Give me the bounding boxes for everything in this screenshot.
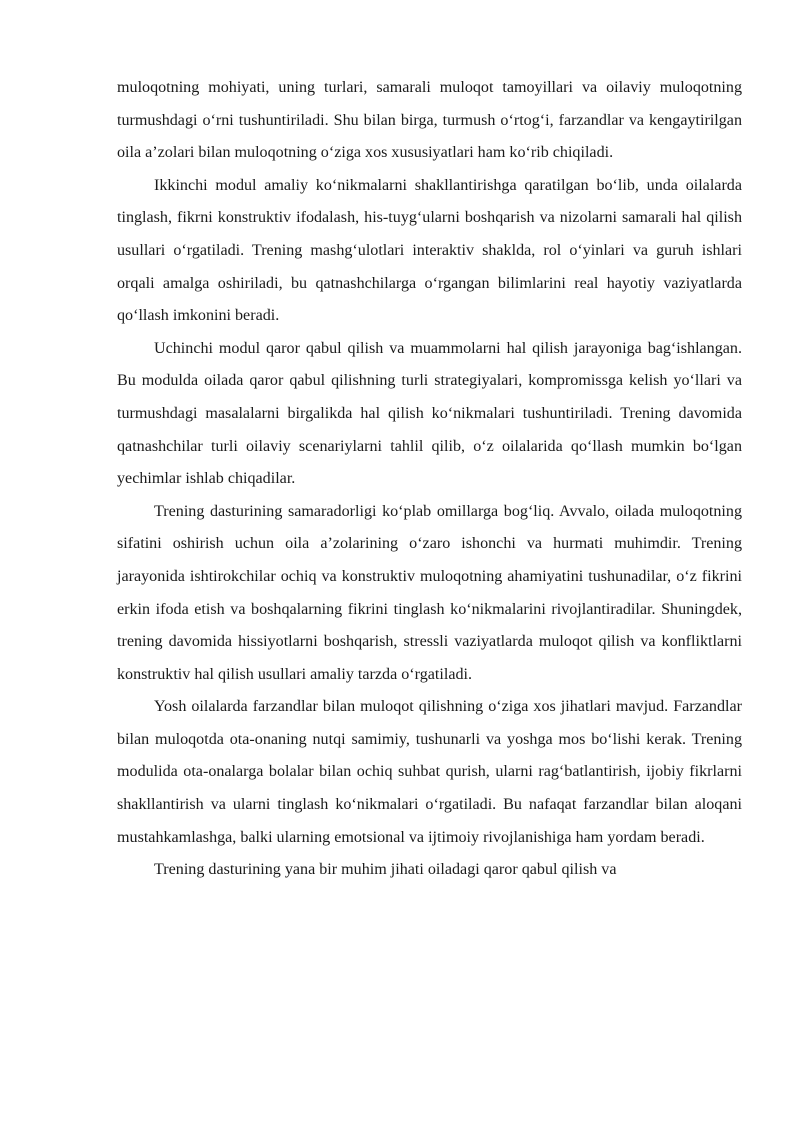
body-text [117, 72, 742, 887]
paragraph-continued: muloqotning mohiyati, uning turlari, samarali muloqot tamoyillari va oilaviy muloqotning turmushdagi o‘rni tushuntiriladi. Shu bilan birga, turmush o‘rtog‘i, farzandlar va kengaytirilgan oila a’zolari bilan muloqotning o‘ziga xos xususiyatlari ham ko‘rib chiqiladi. [117, 79, 742, 162]
paragraph-effectiveness: Trening dasturining samaradorligi ko‘plab omillarga bog‘liq. Avvalo, oilada muloqotning sifatini oshirish uchun oila a’zolarining o‘zaro ishonchi va hurmati muhimdir. Trening jarayonida ishtirokchilar ochiq va konstruktiv muloqotning ahamiyatini tushunadilar, o‘z fikrini erkin ifoda etish va boshqalarning fikrini tinglash ko‘nikmalarini rivojlantiradilar. Shuningdek, trening davomida hissiyotlarni boshqarish, stressli vaziyatlarda muloqot qilish va konfliktlarni konstruktiv hal qilish usullari amaliy tarzda o‘rgatiladi. [117, 502, 742, 683]
paragraph-third-module: Uchinchi modul qaror qabul qilish va muammolarni hal qilish jarayoniga bag‘ishlangan. Bu modulda oilada qaror qabul qilishning turli strategiyalari, kompromissga kelish yo‘llari va turmushdagi masalalarni birgalikda hal qilish ko‘nikmalari tushuntiriladi. Trening davomida qatnashchilar turli oilaviy scenariylarni tahlil qilib, o‘z oilalarida qo‘llash mumkin bo‘lgan yechimlar ishlab chiqadilar. [117, 339, 742, 488]
paragraph-decision-making: Trening dasturining yana bir muhim jihati oiladagi qaror qabul qilish va [154, 861, 617, 879]
paragraph-young-families: Yosh oilalarda farzandlar bilan muloqot qilishning o‘ziga xos jihatlari mavjud. Farzandlar bilan muloqotda ota-onaning nutqi samimiy, tushunarli va yoshga mos bo‘lishi kerak. Trening modulida ota-onalarga bolalar bilan ochiq suhbat qurish, ularni rag‘batlantirish, ijobiy fikrlarni shakllantirish va ularni tinglash ko‘nikmalari o‘rgatiladi. Bu nafaqat farzandlar bilan aloqani mustahkamlashga, balki ularning emotsional va ijtimoiy rivojlanishiga ham yordam beradi. [117, 698, 742, 846]
paragraph-second-module: Ikkinchi modul amaliy ko‘nikmalarni shakllantirishga qaratilgan bo‘lib, unda oilalarda tinglash, fikrni konstruktiv ifodalash, his-tuyg‘ularni boshqarish va nizolarni samarali hal qilish usullari o‘rgatiladi. Trening mashg‘ulotlari interaktiv shaklda, rol o‘yinlari va guruh ishlari orqali amalga oshiriladi, bu qatnashchilarga o‘rgangan bilimlarini real hayotiy vaziyatlarda qo‘llash imkonini beradi. [117, 176, 742, 325]
